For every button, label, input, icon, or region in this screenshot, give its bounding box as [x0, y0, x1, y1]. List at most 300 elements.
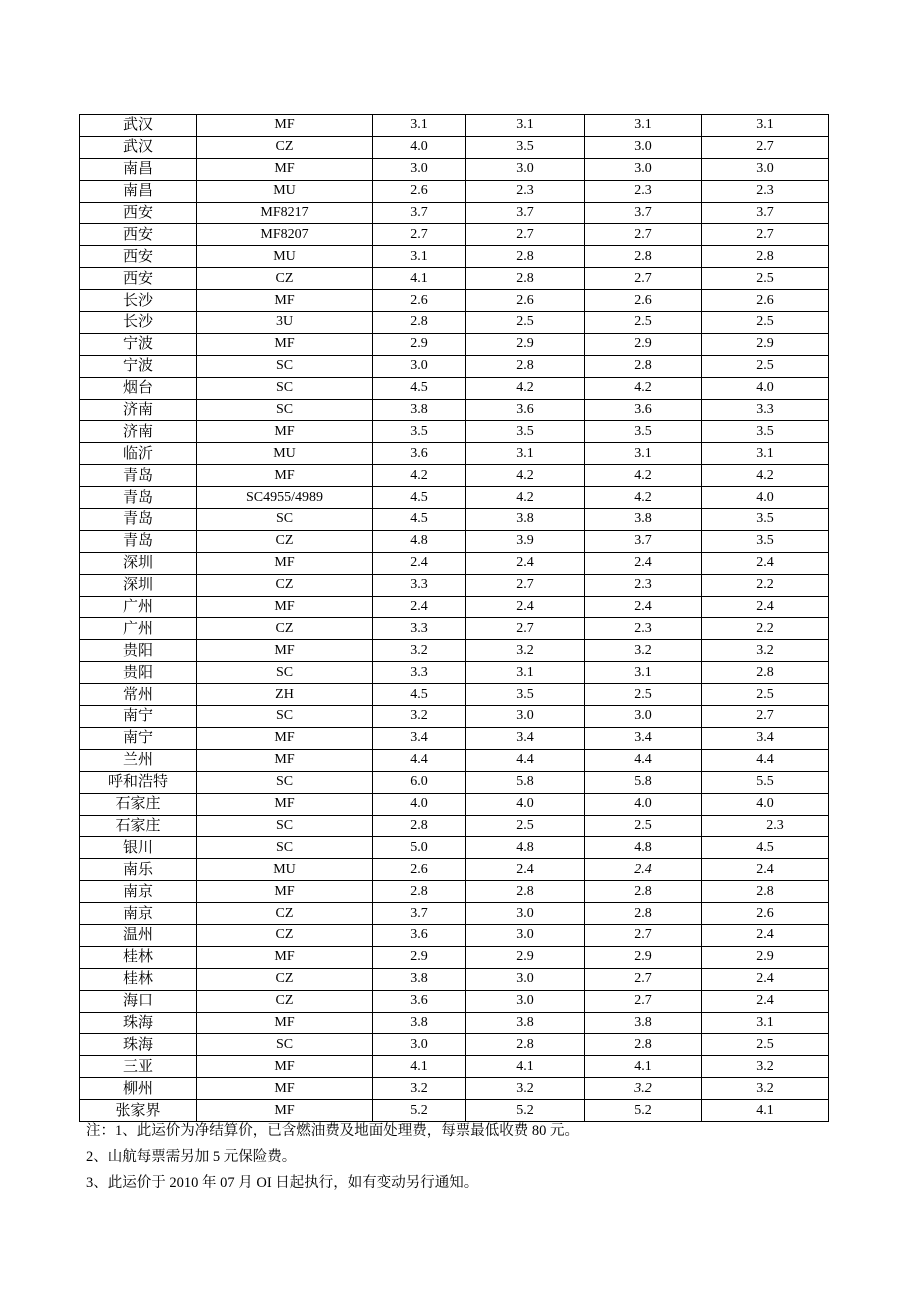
note-3: 3、此运价于 2010 年 07 月 OI 日起执行，如有变动另行通知。	[86, 1175, 479, 1191]
table-row	[80, 377, 829, 399]
rate-cell-4: 3.5	[702, 530, 829, 552]
rate-cell-1: 4.5	[373, 509, 466, 531]
rate-cell-3: 2.7	[585, 924, 702, 946]
rate-cell-4: 4.0	[702, 793, 829, 815]
city-cell: 贵阳	[80, 662, 197, 684]
airline-cell: SC	[197, 377, 373, 399]
airline-cell: CZ	[197, 574, 373, 596]
table-row	[80, 487, 829, 509]
city-cell: 西安	[80, 224, 197, 246]
rate-cell-3: 4.0	[585, 793, 702, 815]
airline-cell: MF	[197, 115, 373, 137]
rate-cell-4: 2.7	[702, 706, 829, 728]
table-row	[80, 574, 829, 596]
rate-cell-2: 4.2	[466, 487, 585, 509]
airline-cell: MF	[197, 946, 373, 968]
city-cell: 烟台	[80, 377, 197, 399]
rate-cell-4: 2.4	[702, 990, 829, 1012]
rate-cell-3: 2.5	[585, 684, 702, 706]
rate-cell-1: 3.0	[373, 1034, 466, 1056]
table-row	[80, 224, 829, 246]
rate-cell-1: 2.4	[373, 552, 466, 574]
airline-cell: SC	[197, 815, 373, 837]
rate-cell-3: 2.4	[585, 596, 702, 618]
table-row	[80, 180, 829, 202]
city-cell: 南京	[80, 881, 197, 903]
rate-cell-3: 3.0	[585, 136, 702, 158]
table-row	[80, 968, 829, 990]
rate-cell-4: 2.9	[702, 333, 829, 355]
rate-cell-1: 2.6	[373, 180, 466, 202]
rate-cell-2: 2.4	[466, 859, 585, 881]
city-cell: 张家界	[80, 1100, 197, 1122]
table-row	[80, 290, 829, 312]
airline-cell: MF8217	[197, 202, 373, 224]
rate-cell-2: 3.5	[466, 421, 585, 443]
rate-cell-2: 3.0	[466, 706, 585, 728]
rate-cell-1: 4.0	[373, 793, 466, 815]
rate-cell-2: 2.4	[466, 596, 585, 618]
rate-cell-1: 3.4	[373, 727, 466, 749]
city-cell: 南昌	[80, 158, 197, 180]
rate-cell-2: 2.9	[466, 333, 585, 355]
table-row	[80, 1034, 829, 1056]
rate-cell-4: 3.2	[702, 1078, 829, 1100]
airline-cell: MF	[197, 421, 373, 443]
rate-cell-3: 4.2	[585, 465, 702, 487]
rate-cell-3: 3.6	[585, 399, 702, 421]
rate-cell-2: 2.9	[466, 946, 585, 968]
table-row	[80, 443, 829, 465]
rate-cell-3: 2.7	[585, 990, 702, 1012]
city-cell: 海口	[80, 990, 197, 1012]
table-row	[80, 246, 829, 268]
airline-cell: MF	[197, 1078, 373, 1100]
rate-cell-3: 3.8	[585, 509, 702, 531]
rate-cell-2: 4.0	[466, 793, 585, 815]
table-row	[80, 202, 829, 224]
airline-cell: MF	[197, 290, 373, 312]
city-cell: 珠海	[80, 1034, 197, 1056]
city-cell: 贵阳	[80, 640, 197, 662]
city-cell: 银川	[80, 837, 197, 859]
rate-cell-1: 3.2	[373, 1078, 466, 1100]
city-cell: 青岛	[80, 487, 197, 509]
rate-cell-3: 3.8	[585, 1012, 702, 1034]
airline-cell: MF	[197, 552, 373, 574]
rate-cell-4: 3.5	[702, 421, 829, 443]
rate-cell-1: 2.8	[373, 815, 466, 837]
rate-cell-2: 3.9	[466, 530, 585, 552]
table-row	[80, 859, 829, 881]
table-row	[80, 771, 829, 793]
rate-cell-1: 3.0	[373, 355, 466, 377]
rate-cell-3: 4.2	[585, 377, 702, 399]
rate-cell-2: 3.7	[466, 202, 585, 224]
airline-cell: ZH	[197, 684, 373, 706]
rate-cell-4: 2.8	[702, 881, 829, 903]
rate-cell-4: 2.5	[702, 1034, 829, 1056]
rate-cell-4: 3.0	[702, 158, 829, 180]
rate-cell-4: 2.6	[702, 903, 829, 925]
airline-cell: SC	[197, 662, 373, 684]
rate-cell-2: 3.1	[466, 443, 585, 465]
city-cell: 温州	[80, 924, 197, 946]
city-cell: 石家庄	[80, 815, 197, 837]
table-row	[80, 793, 829, 815]
rate-cell-1: 3.6	[373, 990, 466, 1012]
rate-cell-2: 3.8	[466, 509, 585, 531]
airline-cell: SC	[197, 509, 373, 531]
city-cell: 兰州	[80, 749, 197, 771]
table-row	[80, 815, 829, 837]
table-row	[80, 333, 829, 355]
table-row	[80, 596, 829, 618]
city-cell: 青岛	[80, 465, 197, 487]
rate-cell-3: 2.3	[585, 574, 702, 596]
rate-cell-2: 2.8	[466, 268, 585, 290]
city-cell: 常州	[80, 684, 197, 706]
rate-cell-2: 2.8	[466, 355, 585, 377]
airline-cell: MF	[197, 881, 373, 903]
table-row	[80, 837, 829, 859]
rate-cell-1: 3.1	[373, 115, 466, 137]
airline-cell: MU	[197, 859, 373, 881]
rate-cell-3: 2.8	[585, 903, 702, 925]
city-cell: 西安	[80, 268, 197, 290]
airline-cell: CZ	[197, 530, 373, 552]
rate-cell-4: 2.7	[702, 136, 829, 158]
city-cell: 西安	[80, 246, 197, 268]
rate-cell-2: 4.2	[466, 465, 585, 487]
rate-cell-1: 6.0	[373, 771, 466, 793]
freight-rate-table	[79, 114, 829, 1122]
airline-cell: SC	[197, 837, 373, 859]
airline-cell: SC	[197, 706, 373, 728]
rate-cell-1: 5.0	[373, 837, 466, 859]
airline-cell: MF	[197, 1100, 373, 1122]
airline-cell: MF	[197, 749, 373, 771]
rate-cell-4: 4.2	[702, 465, 829, 487]
rate-cell-4: 2.8	[702, 246, 829, 268]
rate-cell-1: 4.5	[373, 684, 466, 706]
rate-cell-2: 2.4	[466, 552, 585, 574]
city-cell: 深圳	[80, 574, 197, 596]
city-cell: 宁波	[80, 333, 197, 355]
table-row	[80, 530, 829, 552]
rate-cell-4: 2.6	[702, 290, 829, 312]
city-cell: 宁波	[80, 355, 197, 377]
rate-cell-3: 3.1	[585, 662, 702, 684]
rate-cell-3: 3.2	[585, 1078, 702, 1100]
rate-cell-2: 3.0	[466, 990, 585, 1012]
rate-cell-1: 4.5	[373, 487, 466, 509]
rate-cell-2: 2.6	[466, 290, 585, 312]
rate-cell-3: 2.3	[585, 618, 702, 640]
airline-cell: MF	[197, 158, 373, 180]
airline-cell: CZ	[197, 990, 373, 1012]
rate-cell-1: 2.6	[373, 290, 466, 312]
airline-cell: CZ	[197, 268, 373, 290]
rate-cell-1: 4.1	[373, 1056, 466, 1078]
table-row	[80, 509, 829, 531]
city-cell: 青岛	[80, 509, 197, 531]
rate-cell-2: 3.6	[466, 399, 585, 421]
rate-cell-4: 3.1	[702, 443, 829, 465]
rate-cell-1: 3.7	[373, 202, 466, 224]
rate-cell-4: 2.2	[702, 574, 829, 596]
rate-cell-1: 3.2	[373, 706, 466, 728]
rate-cell-2: 3.0	[466, 924, 585, 946]
rate-cell-1: 3.7	[373, 903, 466, 925]
rate-cell-3: 2.7	[585, 268, 702, 290]
rate-cell-4: 2.5	[702, 684, 829, 706]
rate-cell-2: 3.0	[466, 968, 585, 990]
table-row	[80, 946, 829, 968]
rate-cell-2: 4.2	[466, 377, 585, 399]
airline-cell: MF	[197, 793, 373, 815]
table-row	[80, 399, 829, 421]
airline-cell: MF	[197, 1056, 373, 1078]
table-row	[80, 355, 829, 377]
rate-cell-3: 2.5	[585, 815, 702, 837]
rate-cell-1: 4.2	[373, 465, 466, 487]
table-row	[80, 268, 829, 290]
rate-cell-2: 3.8	[466, 1012, 585, 1034]
rate-cell-4: 3.4	[702, 727, 829, 749]
rate-cell-2: 3.2	[466, 1078, 585, 1100]
airline-cell: MU	[197, 180, 373, 202]
table-row	[80, 618, 829, 640]
note-1: 注：1、此运价为净结算价，已含燃油费及地面处理费，每票最低收费 80 元。	[86, 1123, 579, 1139]
rate-cell-3: 3.7	[585, 530, 702, 552]
city-cell: 呼和浩特	[80, 771, 197, 793]
city-cell: 珠海	[80, 1012, 197, 1034]
rate-cell-2: 4.1	[466, 1056, 585, 1078]
rate-cell-2: 5.8	[466, 771, 585, 793]
rate-cell-1: 2.7	[373, 224, 466, 246]
rate-cell-4: 2.5	[702, 312, 829, 334]
rate-cell-4: 2.7	[702, 224, 829, 246]
rate-cell-3: 2.6	[585, 290, 702, 312]
rate-cell-4: 3.7	[702, 202, 829, 224]
airline-cell: CZ	[197, 924, 373, 946]
city-cell: 南乐	[80, 859, 197, 881]
rate-cell-1: 3.3	[373, 618, 466, 640]
city-cell: 深圳	[80, 552, 197, 574]
rate-cell-2: 2.3	[466, 180, 585, 202]
table-row	[80, 640, 829, 662]
city-cell: 济南	[80, 421, 197, 443]
rate-cell-2: 4.8	[466, 837, 585, 859]
table-row	[80, 749, 829, 771]
city-cell: 济南	[80, 399, 197, 421]
rate-cell-3: 2.7	[585, 224, 702, 246]
table-row	[80, 1056, 829, 1078]
rate-cell-4: 3.5	[702, 509, 829, 531]
airline-cell: SC	[197, 771, 373, 793]
rate-cell-3: 4.4	[585, 749, 702, 771]
table-row	[80, 1012, 829, 1034]
rate-cell-3: 3.1	[585, 115, 702, 137]
rate-cell-2: 2.5	[466, 312, 585, 334]
city-cell: 南京	[80, 903, 197, 925]
rate-cell-4: 2.4	[702, 552, 829, 574]
rate-cell-2: 2.8	[466, 1034, 585, 1056]
rate-cell-3: 2.5	[585, 312, 702, 334]
table-row	[80, 115, 829, 137]
notes-section	[86, 1118, 579, 1196]
rate-cell-4: 3.2	[702, 1056, 829, 1078]
rate-cell-2: 3.0	[466, 158, 585, 180]
airline-cell: CZ	[197, 968, 373, 990]
table-row	[80, 990, 829, 1012]
airline-cell: 3U	[197, 312, 373, 334]
airline-cell: SC4955/4989	[197, 487, 373, 509]
note-2: 2、山航每票需另加 5 元保险费。	[86, 1149, 297, 1165]
rate-cell-2: 3.1	[466, 115, 585, 137]
rate-cell-3: 5.2	[585, 1100, 702, 1122]
rate-cell-3: 4.1	[585, 1056, 702, 1078]
table-row	[80, 924, 829, 946]
rate-cell-2: 2.8	[466, 881, 585, 903]
rate-cell-1: 4.1	[373, 268, 466, 290]
airline-cell: MU	[197, 246, 373, 268]
rate-cell-2: 2.7	[466, 224, 585, 246]
rate-cell-3: 3.0	[585, 706, 702, 728]
table-row	[80, 421, 829, 443]
airline-cell: MF	[197, 465, 373, 487]
table-row	[80, 465, 829, 487]
city-cell: 石家庄	[80, 793, 197, 815]
rate-cell-1: 4.4	[373, 749, 466, 771]
rate-cell-4: 2.4	[702, 924, 829, 946]
city-cell: 长沙	[80, 312, 197, 334]
city-cell: 桂林	[80, 968, 197, 990]
city-cell: 南宁	[80, 706, 197, 728]
rate-cell-2: 3.5	[466, 136, 585, 158]
city-cell: 广州	[80, 596, 197, 618]
rate-cell-3: 2.8	[585, 355, 702, 377]
rate-cell-1: 3.8	[373, 1012, 466, 1034]
city-cell: 柳州	[80, 1078, 197, 1100]
rate-cell-4: 2.4	[702, 968, 829, 990]
rate-cell-2: 3.4	[466, 727, 585, 749]
city-cell: 武汉	[80, 115, 197, 137]
rate-cell-3: 2.4	[585, 552, 702, 574]
rate-cell-4: 2.2	[702, 618, 829, 640]
rate-cell-4: 4.5	[702, 837, 829, 859]
table-row	[80, 158, 829, 180]
airline-cell: SC	[197, 399, 373, 421]
rate-cell-3: 3.4	[585, 727, 702, 749]
airline-cell: MF8207	[197, 224, 373, 246]
city-cell: 长沙	[80, 290, 197, 312]
airline-cell: MF	[197, 596, 373, 618]
rate-cell-1: 3.1	[373, 246, 466, 268]
table-row	[80, 662, 829, 684]
rate-cell-3: 4.8	[585, 837, 702, 859]
rate-cell-1: 4.8	[373, 530, 466, 552]
airline-cell: MF	[197, 640, 373, 662]
rate-cell-3: 3.0	[585, 158, 702, 180]
city-cell: 西安	[80, 202, 197, 224]
table-row	[80, 903, 829, 925]
rate-cell-4: 2.9	[702, 946, 829, 968]
table-row	[80, 136, 829, 158]
rate-cell-1: 3.8	[373, 399, 466, 421]
airline-cell: SC	[197, 1034, 373, 1056]
table-row	[80, 684, 829, 706]
rate-cell-3: 4.2	[585, 487, 702, 509]
rate-cell-4: 4.4	[702, 749, 829, 771]
table-row	[80, 727, 829, 749]
rate-cell-2: 3.1	[466, 662, 585, 684]
rate-cell-4: 2.4	[702, 859, 829, 881]
rate-cell-1: 2.6	[373, 859, 466, 881]
city-cell: 青岛	[80, 530, 197, 552]
rate-cell-4: 2.5	[702, 268, 829, 290]
rate-cell-1: 2.8	[373, 312, 466, 334]
rate-cell-3: 2.8	[585, 881, 702, 903]
city-cell: 南宁	[80, 727, 197, 749]
rate-cell-4: 3.2	[702, 640, 829, 662]
rate-cell-4: 2.3	[702, 815, 829, 837]
rate-cell-4: 2.3	[702, 180, 829, 202]
city-cell: 临沂	[80, 443, 197, 465]
rate-cell-3: 3.1	[585, 443, 702, 465]
rate-cell-1: 3.0	[373, 158, 466, 180]
city-cell: 南昌	[80, 180, 197, 202]
rate-cell-3: 3.2	[585, 640, 702, 662]
airline-cell: SC	[197, 355, 373, 377]
table-row	[80, 552, 829, 574]
city-cell: 武汉	[80, 136, 197, 158]
airline-cell: CZ	[197, 903, 373, 925]
rate-cell-3: 3.5	[585, 421, 702, 443]
rate-cell-2: 4.4	[466, 749, 585, 771]
rate-cell-1: 4.5	[373, 377, 466, 399]
airline-cell: CZ	[197, 136, 373, 158]
airline-cell: MF	[197, 1012, 373, 1034]
rate-cell-3: 2.7	[585, 968, 702, 990]
rate-cell-2: 3.0	[466, 903, 585, 925]
rate-cell-3: 2.8	[585, 1034, 702, 1056]
rate-cell-3: 2.9	[585, 333, 702, 355]
rate-cell-4: 5.5	[702, 771, 829, 793]
table-row	[80, 1078, 829, 1100]
rate-cell-4: 4.1	[702, 1100, 829, 1122]
airline-cell: MF	[197, 333, 373, 355]
airline-cell: MF	[197, 727, 373, 749]
rate-cell-4: 3.1	[702, 115, 829, 137]
rate-cell-1: 4.0	[373, 136, 466, 158]
rate-cell-1: 3.8	[373, 968, 466, 990]
rate-cell-3: 2.3	[585, 180, 702, 202]
rate-cell-4: 3.3	[702, 399, 829, 421]
rate-cell-1: 5.2	[373, 1100, 466, 1122]
rate-cell-4: 4.0	[702, 377, 829, 399]
rate-cell-3: 2.4	[585, 859, 702, 881]
city-cell: 桂林	[80, 946, 197, 968]
table-row	[80, 312, 829, 334]
rate-cell-2: 5.2	[466, 1100, 585, 1122]
rate-cell-1: 3.3	[373, 662, 466, 684]
rate-cell-1: 3.6	[373, 443, 466, 465]
rate-cell-1: 3.2	[373, 640, 466, 662]
rate-cell-4: 2.4	[702, 596, 829, 618]
city-cell: 广州	[80, 618, 197, 640]
